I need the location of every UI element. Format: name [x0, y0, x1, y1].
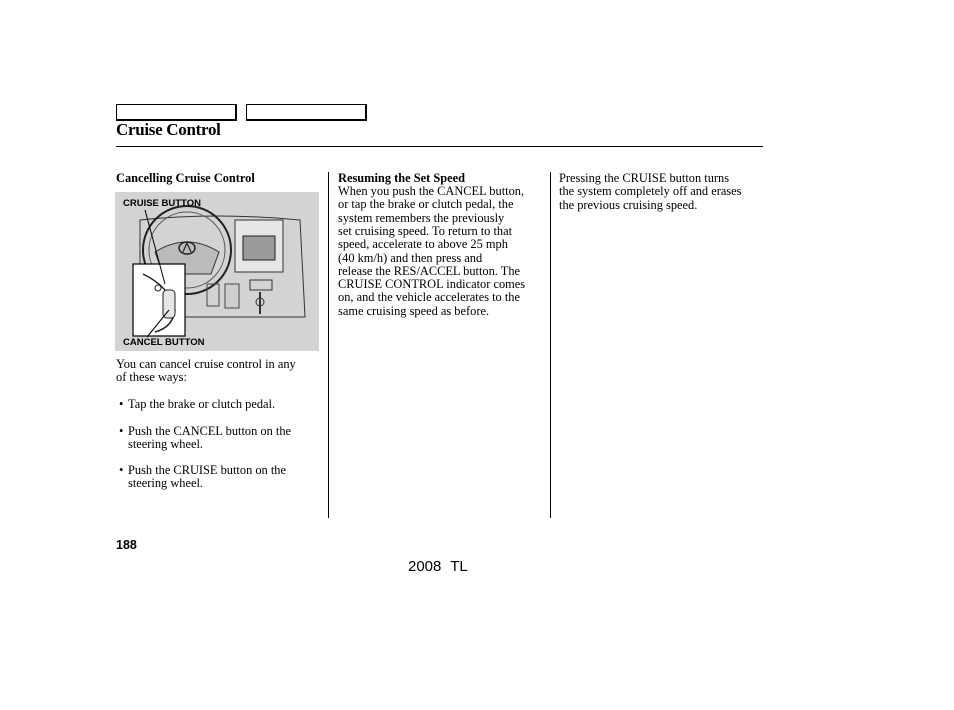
section-heading-cancelling: Cancelling Cruise Control	[116, 171, 255, 185]
page-title: Cruise Control	[116, 120, 221, 139]
cruise-off-line-3: the previous cruising speed.	[559, 197, 698, 212]
resume-line-9: on, and the vehicle accelerates to the	[338, 290, 520, 305]
header-tab-2	[246, 104, 367, 121]
list-item-text: steering wheel.	[128, 437, 204, 452]
resume-line-4: set cruising speed. To return to that	[338, 223, 513, 238]
header-tab-1	[116, 104, 237, 121]
title-rule	[116, 146, 763, 147]
resume-line-6: (40 km/h) and then press and	[338, 250, 483, 265]
cruise-off-line-1: Pressing the CRUISE button turns	[559, 171, 730, 185]
column-divider-2	[550, 172, 551, 518]
page-number: 188	[116, 538, 137, 552]
column-divider-1	[328, 172, 329, 518]
resume-line-7: release the RES/ACCEL button. The	[338, 263, 521, 278]
resume-line-2: or tap the brake or clutch pedal, the	[338, 197, 514, 212]
resume-line-3: system remembers the previously	[338, 210, 505, 225]
list-item-text: steering wheel.	[128, 476, 204, 491]
steering-wheel-dashboard-illustration	[115, 192, 319, 351]
resume-line-5: speed, accelerate to above 25 mph	[338, 237, 508, 252]
bullet-glyph: •	[119, 397, 124, 411]
cruise-control-figure	[115, 192, 319, 351]
figure-label-cruise-button: CRUISE BUTTON	[123, 198, 201, 209]
list-item-text: Tap the brake or clutch pedal.	[128, 397, 276, 411]
model-footer: 2008 TL	[408, 558, 468, 575]
bullet-glyph: •	[119, 424, 124, 438]
resume-line-1: When you push the CANCEL button,	[338, 184, 525, 198]
list-item-text: Push the CANCEL button on the	[128, 424, 292, 438]
figure-label-cancel-button: CANCEL BUTTON	[123, 337, 205, 348]
cancel-intro-line-1: You can cancel cruise control in any	[116, 357, 296, 371]
resume-line-8: CRUISE CONTROL indicator comes	[338, 277, 526, 292]
section-heading-resuming: Resuming the Set Speed	[338, 171, 466, 185]
resume-line-10: same cruising speed as before.	[338, 303, 490, 318]
cancel-intro-line-2: of these ways:	[116, 370, 187, 384]
bullet-glyph: •	[119, 463, 124, 477]
list-item-text: Push the CRUISE button on the	[128, 463, 286, 477]
cruise-off-line-2: the system completely off and erases	[559, 184, 742, 199]
